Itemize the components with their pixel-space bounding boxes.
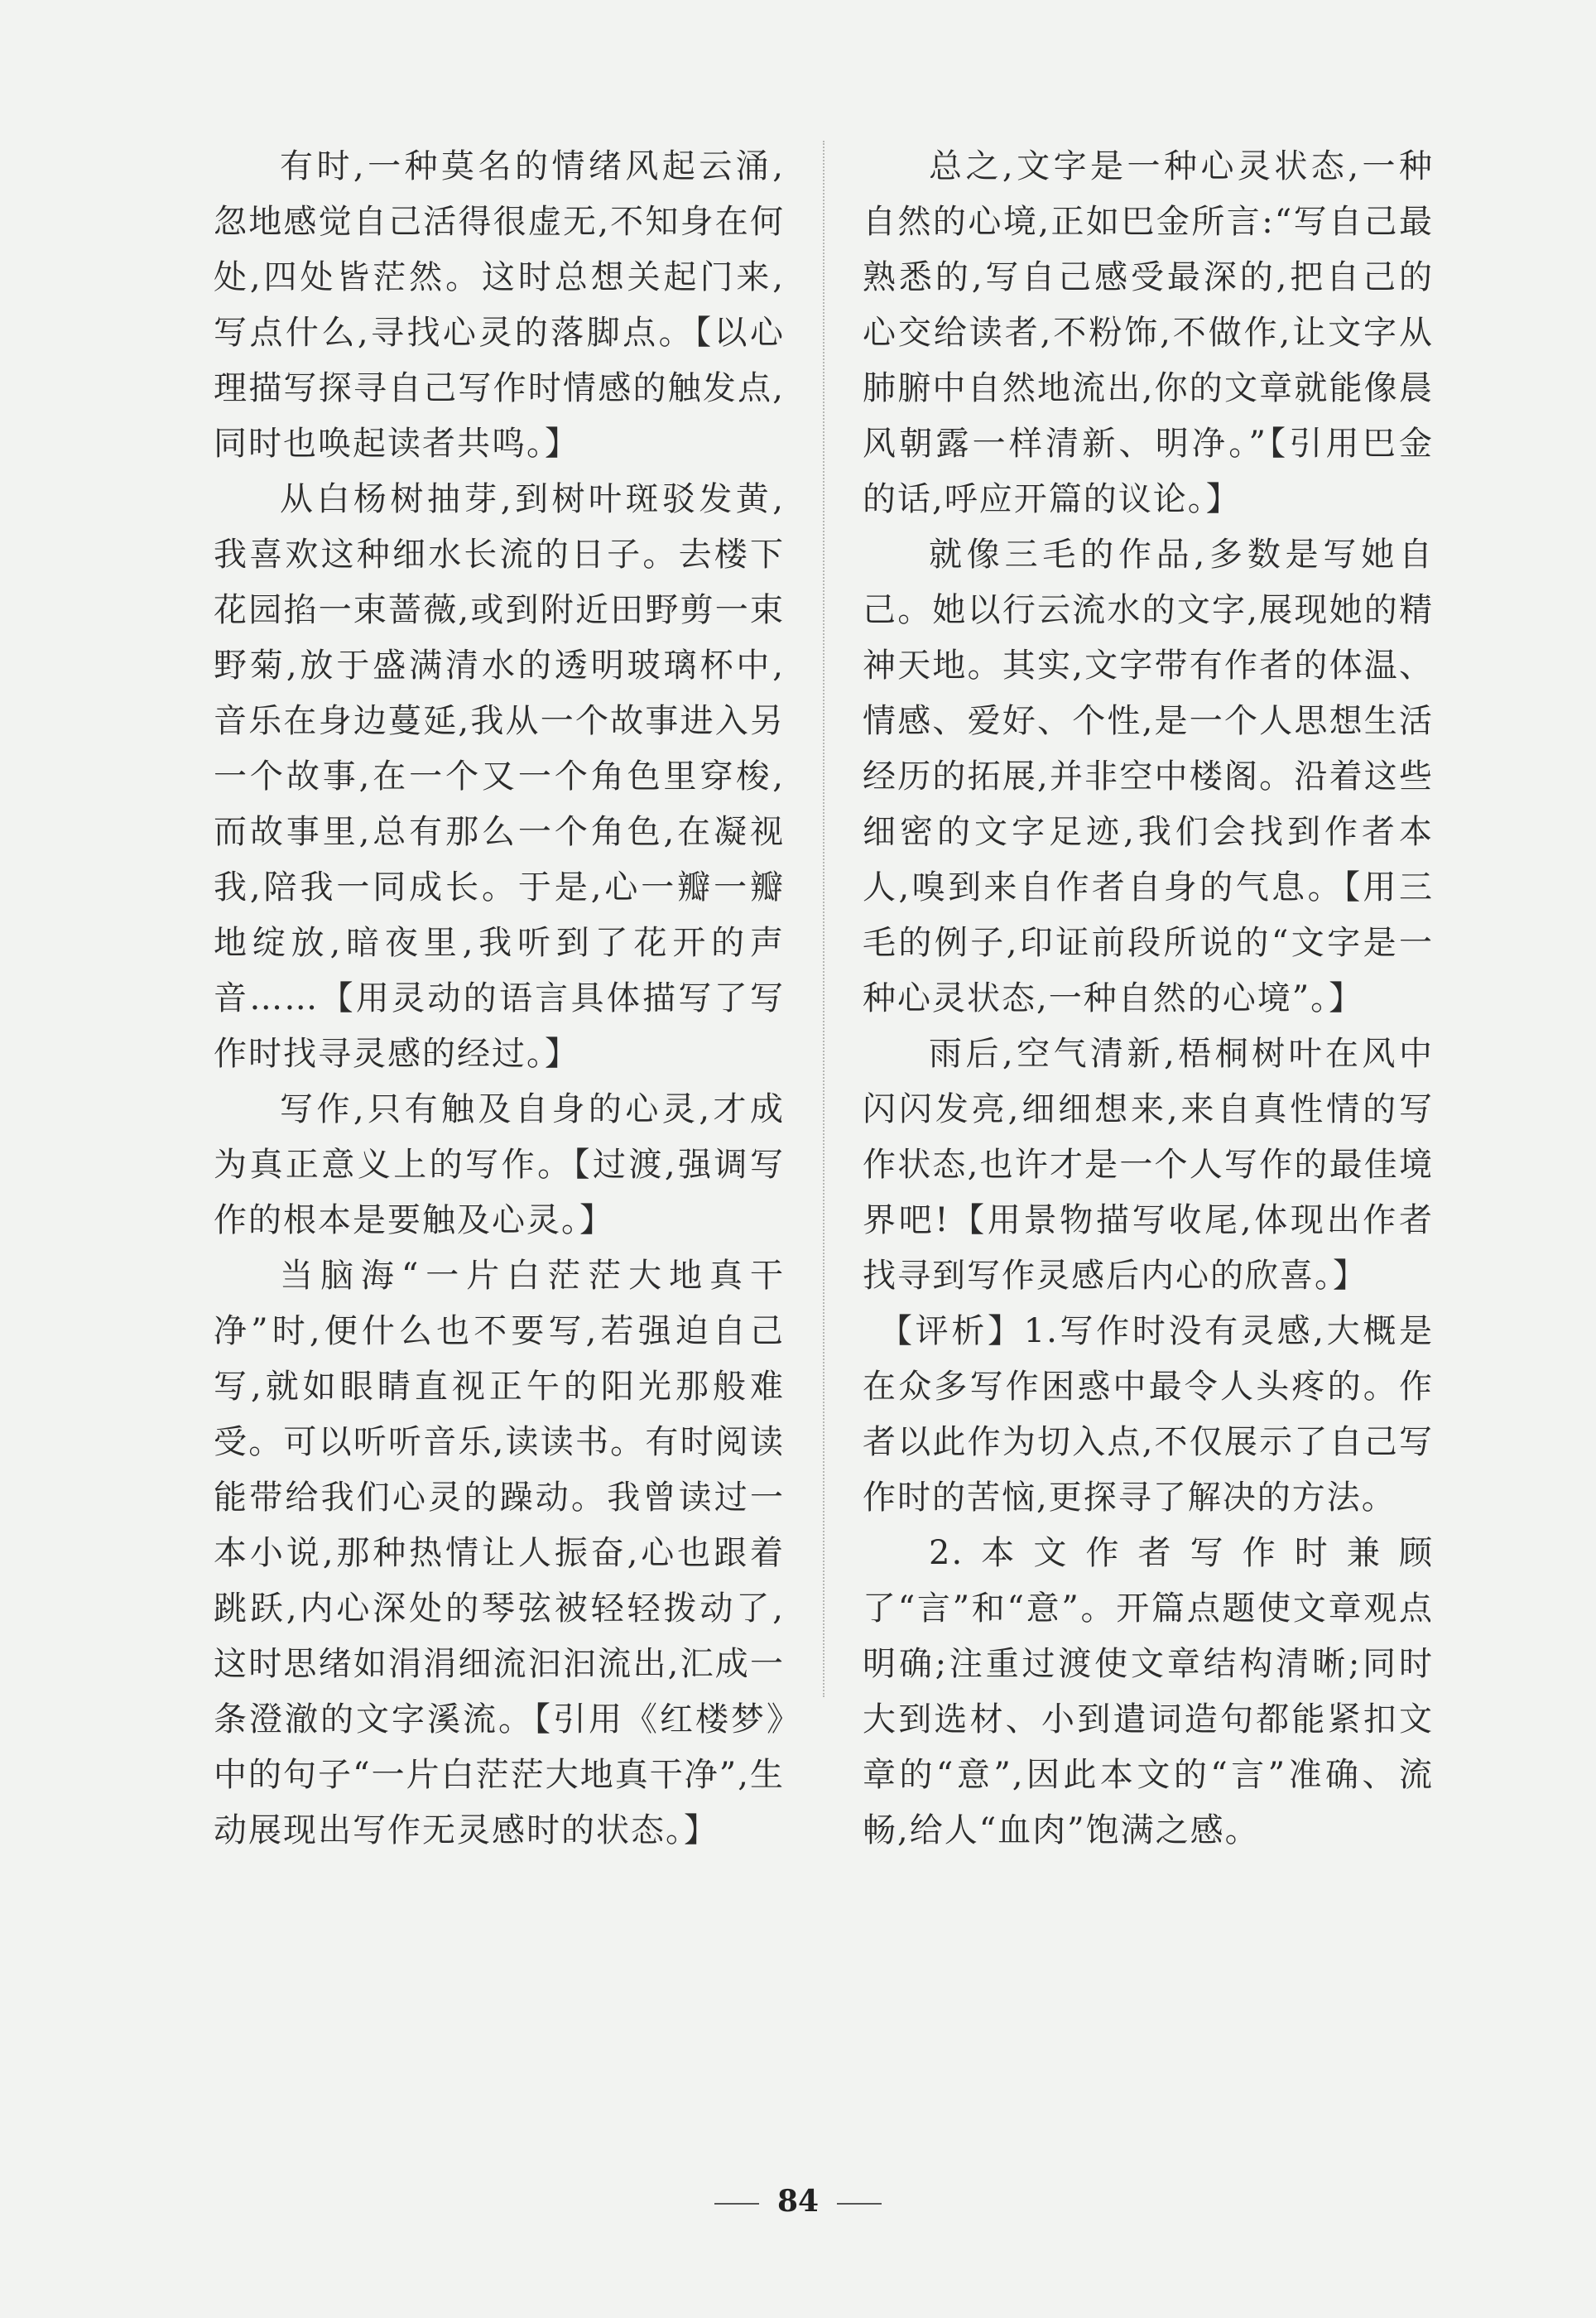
- dash-right-icon: [837, 2203, 882, 2205]
- page-number: 84: [776, 2184, 820, 2219]
- commentary-paragraph: 2.本文作者写作时兼顾了“言”和“意”。开篇点题使文章观点明确;注重过渡使文章结构清晰;同时大到选材、小到遣词造句都能紧扣文章的“意”,因此本文的“言”准确、流畅,给人“血肉”饱满之感。: [863, 1534, 1434, 1849]
- right-column: [863, 139, 1434, 1859]
- paragraph: 从白杨树抽芽,到树叶斑驳发黄,我喜欢这种细水长流的日子。去楼下花园掐一束蔷薇,或到附近田野剪一束野菊,放于盛满清水的透明玻璃杯中,音乐在身边蔓延,我从一个故事进入另一个故事,在一个又一个角色里穿梭,而故事里,总有那么一个角色,在凝视我,陪我一同成长。于是,心一瓣一瓣地绽放,暗夜里,我听到了花开的声音……【用灵动的语言具体描写了写作时找寻灵感的经过。】: [214, 480, 785, 1073]
- commentary-paragraph: 【评析】1.写作时没有灵感,大概是在众多写作困惑中最令人头疼的。作者以此作为切入点,不仅展示了自己写作时的苦恼,更探寻了解决的方法。: [863, 1312, 1434, 1517]
- column-divider: [823, 141, 824, 1697]
- paragraph: 雨后,空气清新,梧桐树叶在风中闪闪发亮,细细想来,来自真性情的写作状态,也许才是一个人写作的最佳境界吧!【用景物描写收尾,体现出作者找寻到写作灵感后内心的欣喜。】: [863, 1035, 1434, 1295]
- paragraph: 当脑海“一片白茫茫大地真干净”时,便什么也不要写,若强迫自己写,就如眼睛直视正午的阳光那般难受。可以听听音乐,读读书。有时阅读能带给我们心灵的躁动。我曾读过一本小说,那种热情让人振奋,心也跟着跳跃,内心深处的琴弦被轻轻拨动了,这时思绪如涓涓细流汩汩流出,汇成一条澄澈的文字溪流。【引用《红楼梦》中的句子“一片白茫茫大地真干净”,生动展现出写作无灵感时的状态。】: [214, 1257, 785, 1849]
- paragraph: 写作,只有触及自身的心灵,才成为真正意义上的写作。【过渡,强调写作的根本是要触及心灵。】: [214, 1090, 785, 1239]
- paragraph: 有时,一种莫名的情绪风起云涌,忽地感觉自己活得很虚无,不知身在何处,四处皆茫然。这时总想关起门来,写点什么,寻找心灵的落脚点。【以心理描写探寻自己写作时情感的触发点,同时也唤起读者共鸣。】: [214, 147, 785, 463]
- paragraph: 总之,文字是一种心灵状态,一种自然的心境,正如巴金所言:“写自己最熟悉的,写自己感受最深的,把自己的心交给读者,不粉饰,不做作,让文字从肺腑中自然地流出,你的文章就能像晨风朝露一样清新、明净。”【引用巴金的话,呼应开篇的议论。】: [863, 147, 1434, 518]
- page-number-footer: [0, 2184, 1596, 2219]
- left-column: [214, 139, 785, 1859]
- dash-left-icon: [714, 2203, 759, 2205]
- paragraph: 就像三毛的作品,多数是写她自己。她以行云流水的文字,展现她的精神天地。其实,文字带有作者的体温、情感、爱好、个性,是一个人思想生活经历的拓展,并非空中楼阁。沿着这些细密的文字足迹,我们会找到作者本人,嗅到来自作者自身的气息。【用三毛的例子,印证前段所说的“文字是一种心灵状态,一种自然的心境”。】: [863, 536, 1434, 1017]
